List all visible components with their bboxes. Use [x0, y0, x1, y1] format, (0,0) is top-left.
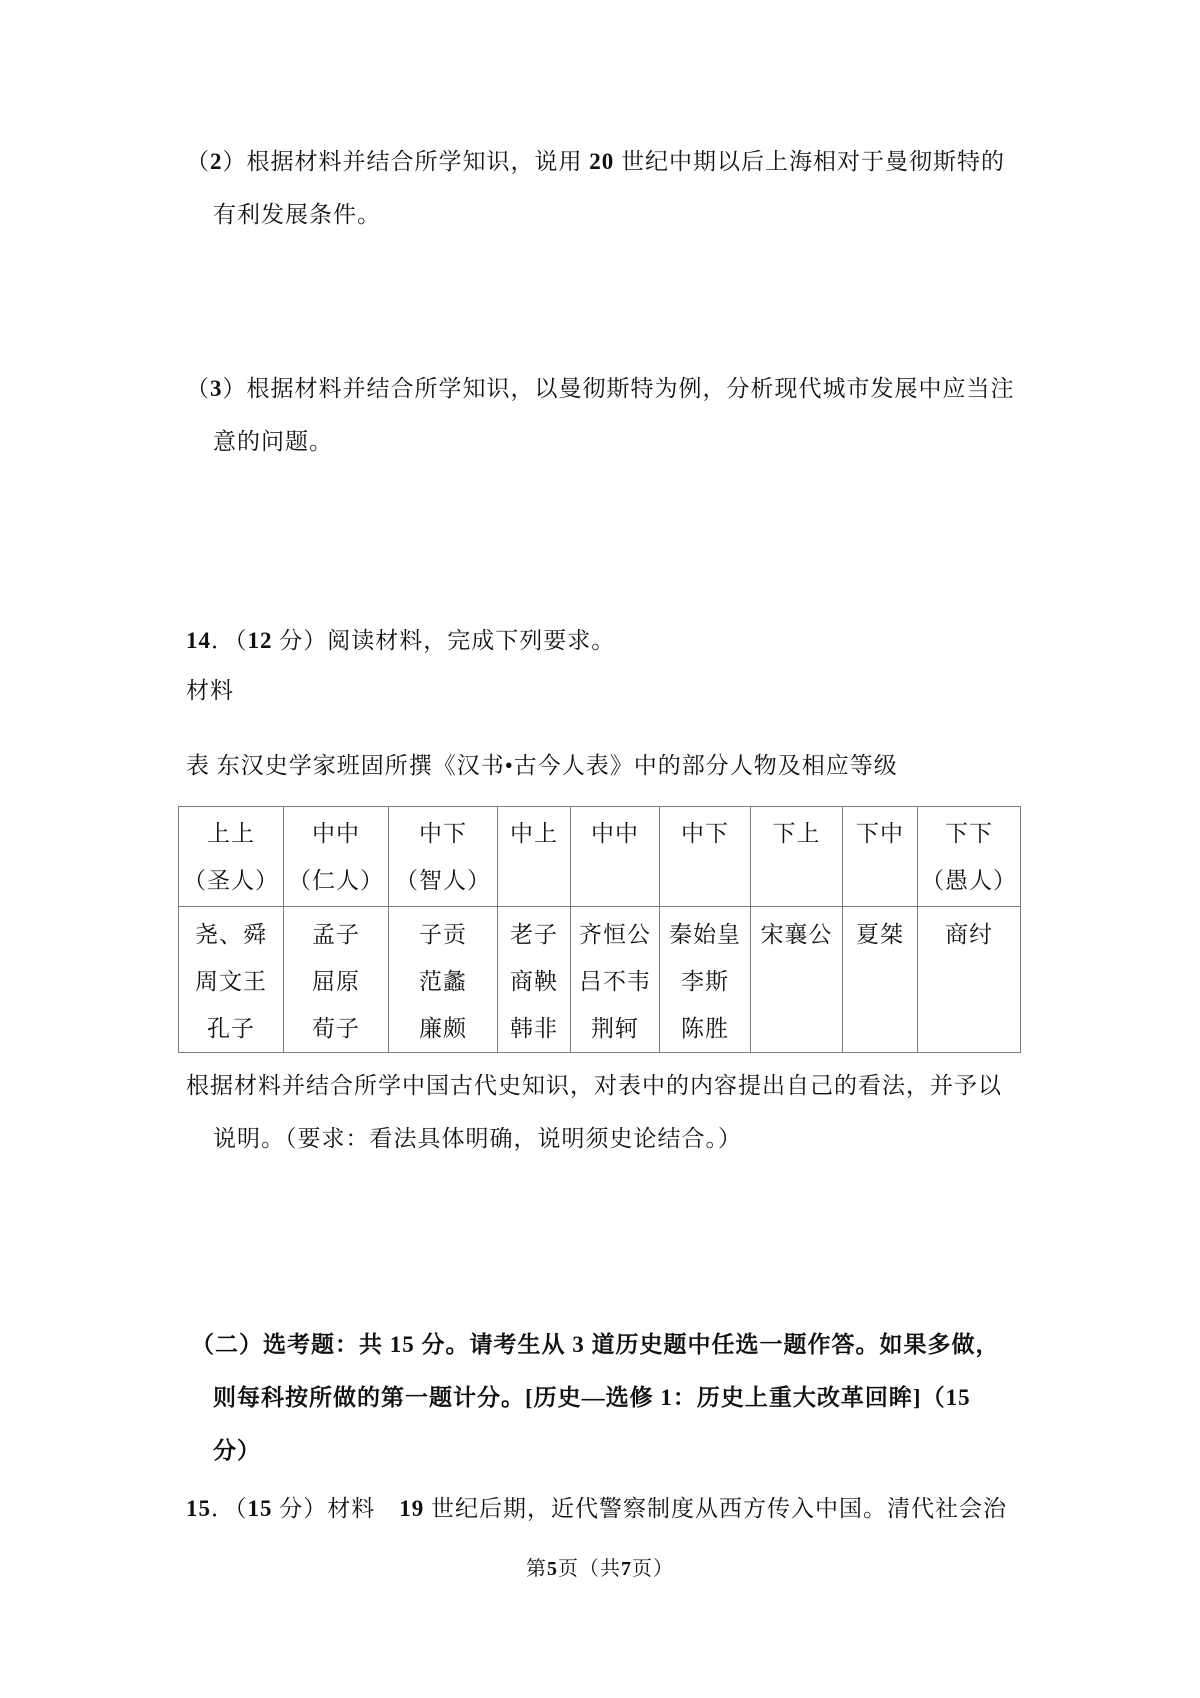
- person-name: 周文王: [195, 969, 267, 994]
- ranking-table: [178, 806, 1021, 1053]
- question-13-part-2: [186, 135, 1005, 241]
- person-name: [843, 958, 917, 1005]
- paragraph-line: 则每科按所做的第一题计分。[历史—选修 1：历史上重大改革回眸]（15: [213, 1385, 971, 1410]
- person-name: 屈原: [312, 969, 360, 994]
- person-name: [751, 1005, 842, 1052]
- person-name: 老子: [510, 922, 558, 947]
- person-name: 李斯: [681, 969, 729, 994]
- paragraph-line: 意的问题。: [213, 429, 333, 454]
- paragraph-line: 说明。（要求：看法具体明确，说明须史论结合。）: [213, 1126, 742, 1151]
- person-name: [751, 958, 842, 1005]
- table-header-cell: [179, 807, 284, 907]
- person-name: 秦始皇: [669, 922, 741, 947]
- person-name: 孔子: [207, 1016, 255, 1041]
- person-name: [918, 1005, 1020, 1052]
- paragraph-line: 15．（15 分）材料 19 世纪后期，近代警察制度从西方传入中国。清代社会治: [186, 1496, 1007, 1521]
- table-data-cell: [843, 907, 918, 1053]
- person-name: 荆轲: [591, 1016, 639, 1041]
- grade-label: 中中: [312, 821, 360, 846]
- person-name: 陈胜: [681, 1016, 729, 1041]
- grade-label: 中中: [591, 821, 639, 846]
- person-name: 孟子: [312, 922, 360, 947]
- table-data-cell: [498, 907, 571, 1053]
- paragraph-line: 材料: [186, 678, 234, 703]
- table-data-cell: [179, 907, 284, 1053]
- table-data-cell: [918, 907, 1021, 1053]
- table-data-cell: [571, 907, 660, 1053]
- person-name: 范蠡: [419, 969, 467, 994]
- grade-sublabel: （智人）: [395, 868, 491, 893]
- question-14-intro: [186, 614, 615, 667]
- table-data-cell: [660, 907, 751, 1053]
- paragraph-line: 14．（12 分）阅读材料，完成下列要求。: [186, 628, 616, 653]
- grade-sublabel: （仁人）: [288, 868, 384, 893]
- grade-label: 下下: [945, 821, 993, 846]
- table-header-cell: [571, 807, 660, 907]
- table-header-cell: [751, 807, 843, 907]
- person-name: 齐恒公: [579, 922, 651, 947]
- person-name: 韩非: [510, 1016, 558, 1041]
- paragraph-line: 有利发展条件。: [213, 202, 381, 227]
- person-name: 荀子: [312, 1016, 360, 1041]
- paragraph-line: 表 东汉史学家班固所撰《汉书•古今人表》中的部分人物及相应等级: [186, 753, 898, 778]
- grade-label: 下中: [856, 821, 904, 846]
- person-name: 子贡: [419, 922, 467, 947]
- grade-sublabel: （愚人）: [921, 868, 1017, 893]
- page-footer: 第5页（共7页）: [526, 1558, 674, 1580]
- table-header-cell: [843, 807, 918, 907]
- grade-label: 中下: [681, 821, 729, 846]
- table-header-cell: [660, 807, 751, 907]
- table-header-cell: [389, 807, 498, 907]
- grade-sublabel: （圣人）: [183, 868, 279, 893]
- question-13-part-3: [186, 362, 1015, 468]
- table-header-cell: [918, 807, 1021, 907]
- grade-sublabel: [751, 857, 842, 904]
- table-data-cell: [284, 907, 389, 1053]
- table-header-cell: [498, 807, 571, 907]
- section-2-instructions: [191, 1318, 1000, 1477]
- table-data-cell: [389, 907, 498, 1053]
- material-label: [186, 664, 234, 717]
- person-name: 商鞅: [510, 969, 558, 994]
- paragraph-line: 根据材料并结合所学中国古代史知识，对表中的内容提出自己的看法，并予以: [186, 1073, 1002, 1098]
- person-name: [918, 958, 1020, 1005]
- person-name: 吕不韦: [579, 969, 651, 994]
- table-data-cell: [751, 907, 843, 1053]
- grade-label: 中下: [419, 821, 467, 846]
- table-header-cell: [284, 807, 389, 907]
- grade-sublabel: [571, 857, 659, 904]
- grade-label: 上上: [207, 821, 255, 846]
- grade-sublabel: [843, 857, 917, 904]
- table-caption: [186, 739, 898, 792]
- paragraph-line: （2）根据材料并结合所学知识，说用 20 世纪中期以后上海相对于曼彻斯特的: [186, 149, 1005, 174]
- person-name: 商纣: [945, 922, 993, 947]
- person-name: 尧、舜: [195, 922, 267, 947]
- question-14-task: [186, 1059, 1002, 1165]
- question-15-intro: [186, 1482, 1007, 1535]
- person-name: 夏桀: [856, 922, 904, 947]
- person-name: [843, 1005, 917, 1052]
- paragraph-line: 分）: [213, 1438, 261, 1463]
- grade-label: 中上: [510, 821, 558, 846]
- person-name: 廉颇: [419, 1016, 467, 1041]
- paragraph-line: （3）根据材料并结合所学知识，以曼彻斯特为例，分析现代城市发展中应当注: [186, 376, 1015, 401]
- grade-sublabel: [660, 857, 750, 904]
- grade-label: 下上: [772, 821, 821, 846]
- person-name: 宋襄公: [760, 922, 833, 947]
- grade-sublabel: [498, 857, 570, 904]
- paragraph-line: （二）选考题：共 15 分。请考生从 3 道历史题中任选一题作答。如果多做，: [191, 1332, 1000, 1357]
